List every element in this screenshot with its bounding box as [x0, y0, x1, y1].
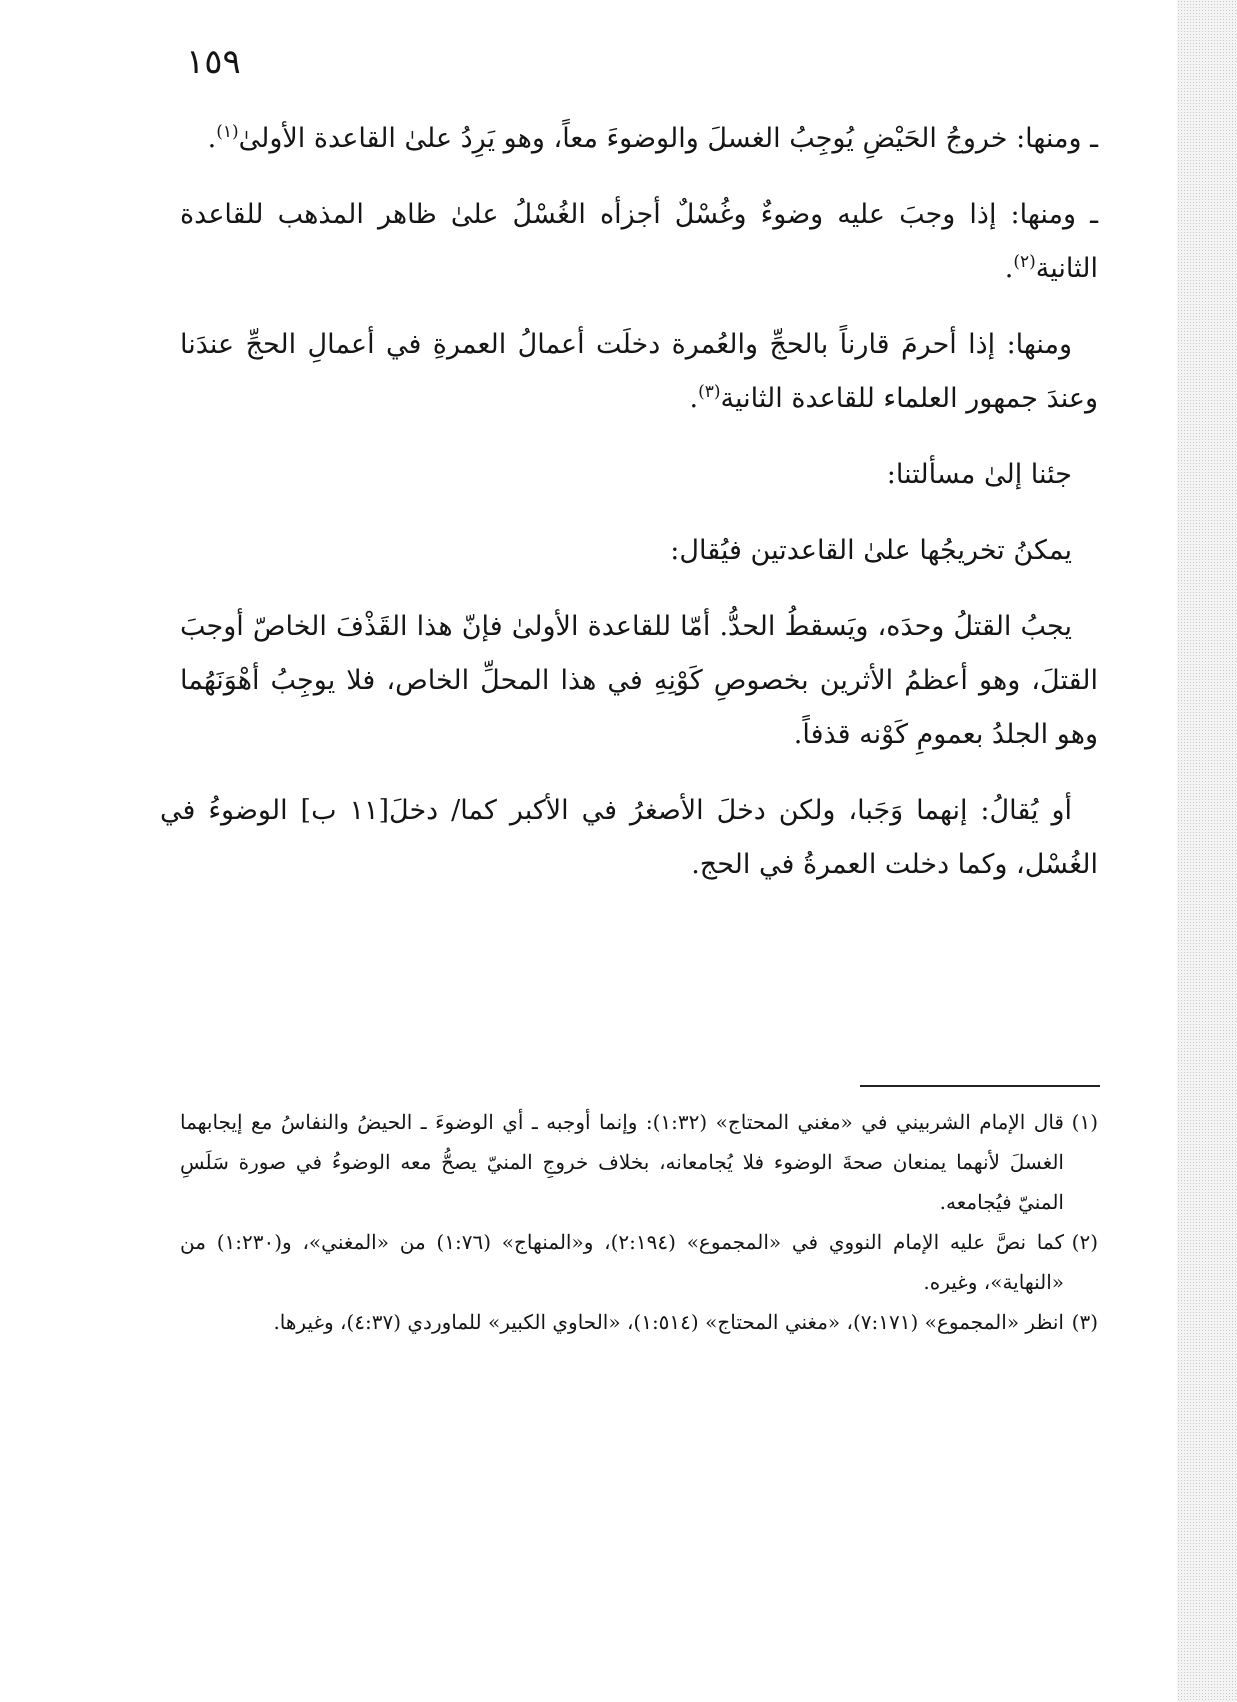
footnote-number: (٢) [1071, 1230, 1098, 1254]
paragraph-5 [180, 524, 1098, 578]
paragraph-7 [160, 784, 1098, 892]
footnote-ref: (١) [216, 122, 239, 142]
paragraph-1 [180, 112, 1098, 166]
footnote-3 [180, 1302, 1098, 1342]
footnote-text: انظر «المجموع» (٧:١٧١)، «مغني المحتاج» (١:٥١٤)، «الحاوي الكبير» للماوردي (٤:٣٧)، وغيرها. [273, 1310, 1064, 1334]
footnote-text: قال الإمام الشربيني في «مغني المحتاج» (١:٣٢): وإنما أوجبه ـ أي الوضوءَ ـ الحيضُ والنفاسُ مع إيجابهما الغسلَ لأنهما يمنعان صحةَ الوضوء فلا يُجامعانه، بخلاف خروجِ المنيّ يصحُّ معه الوضوءُ في صورة سَلَسِ المنيّ فيُجامعه. [180, 1110, 1064, 1214]
paragraph-end: . [207, 123, 217, 154]
footnote-ref: (٢) [1013, 252, 1036, 272]
paragraph-end: . [1004, 253, 1014, 284]
paragraph-text: أو يُقالُ: إنهما وَجَبا، ولكن دخلَ الأصغرُ في الأكبر كما/ دخلَ[١١ ب] الوضوءُ في الغُسْل، وكما دخلت العمرةُ في الحج. [160, 795, 1098, 880]
paragraph-text: يمكنُ تخريجُها علىٰ القاعدتين فيُقال: [670, 535, 1072, 566]
footnote-number: (٣) [1071, 1310, 1098, 1334]
paragraph-6 [180, 600, 1098, 762]
paragraph-text: ـ ومنها: إذا وجبَ عليه وضوءٌ وغُسْلٌ أجزأه الغُسْلُ علىٰ ظاهر المذهب للقاعدة الثانية [180, 199, 1098, 284]
paragraph-text: جئنا إلىٰ مسألتنا: [886, 459, 1072, 490]
footnote-ref: (٣) [698, 382, 721, 402]
footnotes [180, 1102, 1098, 1342]
main-text [160, 112, 1098, 914]
paragraph-end: . [689, 383, 699, 414]
footnote-2 [180, 1222, 1098, 1302]
paragraph-4 [180, 448, 1098, 502]
footnote-separator [860, 1085, 1100, 1087]
paragraph-text: ومنها: إذا أحرمَ قارناً بالحجِّ والعُمرة دخلَت أعمالُ العمرةِ في أعمالِ الحجِّ عندَنا وعندَ جمهور العلماء للقاعدة الثانية [180, 329, 1098, 414]
footnote-number: (١) [1071, 1110, 1098, 1134]
paragraph-text: ـ ومنها: خروجُ الحَيْضِ يُوجِبُ الغسلَ والوضوءَ معاً، وهو يَرِدُ علىٰ القاعدة الأولىٰ [238, 123, 1098, 154]
footnote-text: كما نصَّ عليه الإمام النووي في «المجموع» (٢:١٩٤)، و«المنهاج» (١:٧٦) من «المغني»، و(١:٢٣٠) من «النهاية»، وغيره. [180, 1230, 1064, 1294]
scan-edge-texture [1177, 0, 1237, 1702]
page-number: ١٥٩ [186, 42, 241, 82]
paragraph-3 [180, 318, 1098, 426]
paragraph-2 [180, 188, 1098, 296]
paragraph-text: يجبُ القتلُ وحدَه، ويَسقطُ الحدُّ. أمّا للقاعدة الأولىٰ فإنّ هذا القَذْفَ الخاصّ أوجبَ القتلَ، وهو أعظمُ الأثرين بخصوصِ كَوْنِهِ في هذا المحلِّ الخاص، فلا يوجِبُ أهْوَنَهُما وهو الجلدُ بعمومِ كَوْنه قذفاً. [180, 611, 1098, 750]
footnote-1 [180, 1102, 1098, 1222]
